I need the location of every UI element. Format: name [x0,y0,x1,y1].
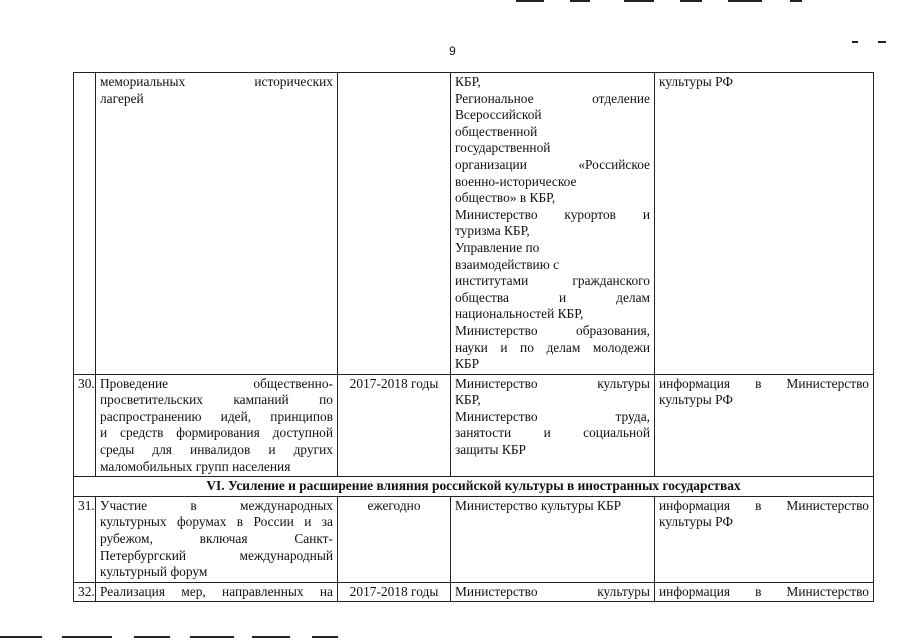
result-cell [655,582,874,602]
row-number: 32. [74,582,96,602]
executor-text-line: Министерство культуры КБР [455,497,622,513]
section-body [74,477,874,497]
executor-text-line: науки и по делам молодежи [455,339,650,355]
period-cell: ежегодно [338,496,451,582]
executor-text-line: Министерство труда, [455,408,650,424]
scan-mark [62,636,112,638]
event-text-line: культурный форум [100,564,208,580]
period-cell: 2017-2018 годы [338,374,451,477]
executor-text-line: взаимодействию с [455,256,560,272]
scan-mark [728,0,762,2]
row-number [74,73,96,375]
executor-text-line: КБР, [455,392,481,408]
page-number: 9 [449,44,456,58]
event-cell [96,374,338,477]
table-row [74,582,874,602]
executor-cell [451,496,655,582]
event-cell [96,73,338,375]
event-text-line: и средств формирования доступной [100,425,333,441]
executor-text-line: Всероссийской [455,107,542,123]
row-number: 30. [74,374,96,477]
period-cell: 2017-2018 годы [338,582,451,602]
row-number: 31. [74,496,96,582]
executor-text-line: национальностей КБР, [455,306,584,322]
section-heading: VI. Усиление и расширение влияния российской культуры в иностранных государствах [74,477,874,497]
event-text-line: маломобильных групп населения [100,458,291,474]
executor-text-line: Министерство курортов и [455,206,650,222]
section-row [74,477,874,497]
result-text-line: информация в Министерство [659,375,869,391]
executor-text-line: общественной [455,123,538,139]
executor-text-line: институтами гражданского [455,273,650,289]
event-text-line: мемориальных исторических [100,74,333,89]
executor-text-line: Министерство образования, [455,322,650,338]
scan-mark [0,636,42,638]
executor-text-line: защиты КБР [455,442,526,458]
result-cell [655,496,874,582]
scan-mark [570,0,590,2]
event-text-line: Реализация мер, направленных на [100,583,333,599]
event-text-line: лагерей [100,90,144,106]
executor-text-line: Министерство культуры [455,375,650,391]
executor-text-line: общества и делам [455,289,650,305]
event-cell [96,582,338,602]
executor-text-line: занятости и социальной [455,425,650,441]
executor-text-line: Региональное отделение [455,90,650,106]
result-text-line: информация в Министерство [659,497,869,513]
event-text-line: Участие в международных [100,497,333,513]
table-body [74,496,874,602]
event-cell [96,496,338,582]
result-text-line: культуры РФ [659,514,733,530]
event-text-line: Проведение общественно- [100,375,333,391]
event-text-line: рубежом, включая Санкт- [100,531,333,547]
scan-mark [190,636,234,638]
table-row [74,374,874,477]
scan-mark [624,0,654,2]
event-text-line: распространению идей, принципов [100,408,333,424]
executor-text-line: КБР, [455,74,481,89]
scan-mark [878,41,886,43]
scan-mark [252,636,290,638]
table-body [74,73,874,477]
scan-mark [134,636,170,638]
scan-mark [852,41,858,43]
event-text-line: среды для инвалидов и других [100,442,333,458]
result-text-line: культуры РФ [659,392,733,408]
executor-text-line: государственной [455,140,551,156]
executor-text-line: туризма КБР, [455,223,530,239]
table-row [74,73,874,375]
scan-mark [516,0,544,2]
event-text-line: Петербургский международный [100,547,333,563]
table-row [74,496,874,582]
executor-text-line: общество» в КБР, [455,190,556,206]
executor-text-line: военно-историческое [455,173,577,189]
result-text-line: культуры РФ [659,74,733,89]
executor-cell [451,582,655,602]
period-cell [338,73,451,375]
result-text-line: информация в Министерство [659,583,869,599]
event-text-line: просветительских кампаний по [100,392,333,408]
scan-mark [680,0,702,2]
executor-cell [451,73,655,375]
result-cell [655,374,874,477]
executor-text-line: организации «Российское [455,156,650,172]
scan-mark [312,636,338,638]
executor-text-line: Управление по [455,239,540,255]
scan-mark [790,0,802,2]
plan-table [73,72,874,602]
result-cell [655,73,874,375]
event-text-line: культурных форумах в России и за [100,514,333,530]
executor-text-line: Министерство культуры [455,583,650,599]
executor-cell [451,374,655,477]
executor-text-line: КБР [455,356,480,372]
